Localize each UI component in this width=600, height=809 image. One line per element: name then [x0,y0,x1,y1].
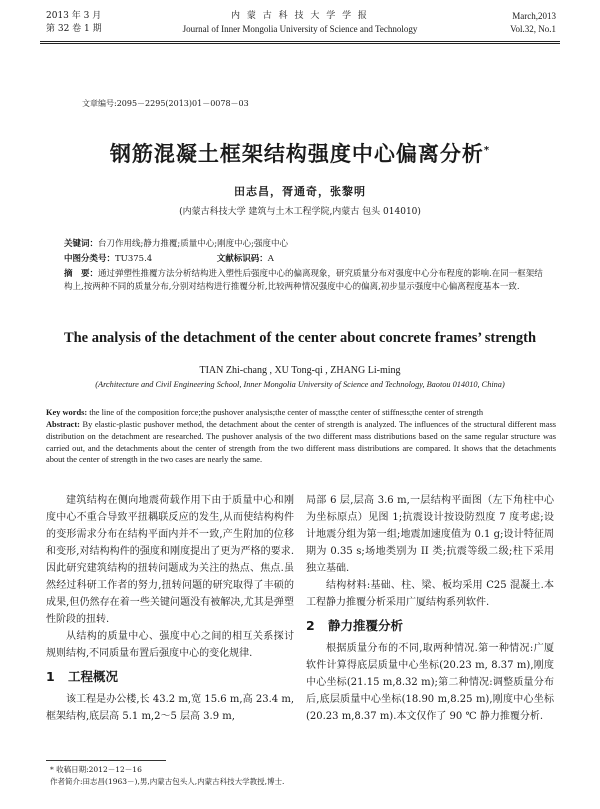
header-month: March,2013 [512,11,556,21]
abstract-cn-text: 通过弹塑性推覆方法分析结构进入塑性后强度中心的偏离现象，研究质量分布对强度中心分布程度的影响.在同一框架结构上,按两种不同的质量分布,分别对结构进行推覆分析,比较两种情况强度中心的偏离,初步显示强度中心偏离程度基本一致. [64,269,543,292]
authors-en: TIAN Zhi-chang , XU Tong-qi , ZHANG Li-ming [199,365,401,376]
clc-value: TU375.4 [115,254,153,264]
authors-cn: 田志昌，胥通奇，张黎明 [234,185,366,198]
section-heading-2 [306,617,554,634]
header-rule [40,41,560,42]
header-journal [150,10,450,36]
title-footnote-mark: * [483,145,491,156]
body-paragraph: 局部 6 层,层高 3.6 m,一层结构平面图（左下角柱中心为坐标原点）见图 1;抗震设计按设防烈度 7 度考虑;设计地震分组为第一组;地震加速度值为 0.1 g;设计特征周期为 0.35 s;场地类别为 II 类;抗震等级二级;柱下采用独立基础. [306,495,554,574]
document-code-label: 文献标识码： [216,254,268,264]
abstract-cn-label: 摘 要： [64,269,99,279]
document-code-value: A [267,254,274,264]
section-heading-1 [46,668,294,685]
abstract-cn [64,268,544,294]
abstract-en-label: Abstract: [46,420,80,429]
article-number: 文章编号:2095－2295(2013)01－0078－03 [82,99,249,108]
affiliation-cn: (内蒙古科技大学 建筑与土木工程学院,内蒙古 包头 014010) [179,207,421,217]
classification-line [64,253,544,266]
keywords-en-label: Key words: [46,408,88,417]
footnote-received: * 收稿日期:2012－12－16 [50,765,142,774]
body-paragraph: 结构材料:基础、柱、梁、板均采用 C25 混凝土.本工程静力推覆分析采用广厦结构系列软件. [306,580,554,608]
footnote-rule [46,760,166,761]
body-left-column [46,492,294,725]
body-paragraph: 从结构的质量中心、强度中心之间的相互关系探讨规则结构,不同质量布置后强度中心的变化规律. [46,631,294,659]
header-left [46,10,102,36]
keywords-en-text: the line of the composition force;the pushover analysis;the center of mass;the center of stiffness;the center of strength [89,408,484,417]
section-number: 2 [306,618,315,633]
header-rule-second [40,43,560,44]
header-issue: Vol.32, No.1 [510,24,556,34]
body-paragraph: 根据质量分布的不同,取两种情况.第一种情况:广厦软件计算得底层质量中心坐标(20.23 m, 8.37 m),刚度中心坐标(21.15 m,8.32 m);第二种情况:调整质量分布后,底层质量中心坐标(18.90 m,8.25 m),刚度中心坐标(20.23 m,8.37 m).本文仅作了 90 ℃ 静力推覆分析. [306,643,554,722]
footnote-author: 作者简介:田志昌(1963－),男,内蒙古包头人,内蒙古科技大学教授,博士. [50,777,285,786]
title-en: The analysis of the detachment of the center about concrete frames’ strength [63,330,537,346]
title-cn [40,138,560,168]
keywords-cn-text: 台刀作用线;静力推覆;质量中心;刚度中心;强度中心 [98,239,288,249]
journal-name-en: Journal of Inner Mongolia University of Science and Technology [182,24,418,34]
journal-name-cn: 内 蒙 古 科 技 大 学 学 报 [231,11,369,21]
body-paragraph: 该工程是办公楼,长 43.2 m,宽 15.6 m,高 23.4 m,框架结构,底层高 5.1 m,2～5 层高 3.9 m, [46,694,294,722]
section-title: 静力推覆分析 [328,618,404,633]
header-right [510,10,556,36]
clc-label: 中图分类号： [64,254,116,264]
header-volume: 第 32 卷 1 期 [46,24,102,34]
abstract-en-text: By elastic-plastic pushover method, the detachment about the center of strength is analyzed. The influences of the structural different mass distribution on the detachment are researched. The pushover analysis of the two different mass distributions based on the same regular structure was carried out, and the detachments about the center of strength from the two different mass distributions are compared. It shows that the detachments about the center of strength in the two cases are nearly the same. [46,420,556,465]
section-title: 工程概况 [68,669,119,684]
header-date: 2013 年 3 月 [46,11,102,21]
keywords-cn-label: 关键词： [64,239,99,249]
keywords-en [46,407,556,419]
body-right-column [306,492,554,725]
keywords-cn [64,238,544,251]
section-number: 1 [46,669,55,684]
title-cn-text: 钢筋混凝土框架结构强度中心偏离分析 [109,142,484,166]
affiliation-en: (Architecture and Civil Engineering School, Inner Mongolia University of Science and Technology, Baotou 014010, China) [95,380,505,389]
body-paragraph: 建筑结构在侧向地震荷载作用下由于质量中心和刚度中心不重合导致平扭耦联反应的发生,从而使结构构件的变形需求分布在结构平面内并不一致,产生附加的位移和变形,对结构构件的强度和刚度提出了更为严格的要求.因此研究建筑结构的扭转问题成为关注的热点、焦点.虽然经过科研工作者的努力,扭转问题的研究取得了丰硕的成果,但仍然存在着一些关键问题没有被解决,尤其是弹塑性阶段的扭转. [46,495,294,625]
abstract-en [46,419,556,466]
